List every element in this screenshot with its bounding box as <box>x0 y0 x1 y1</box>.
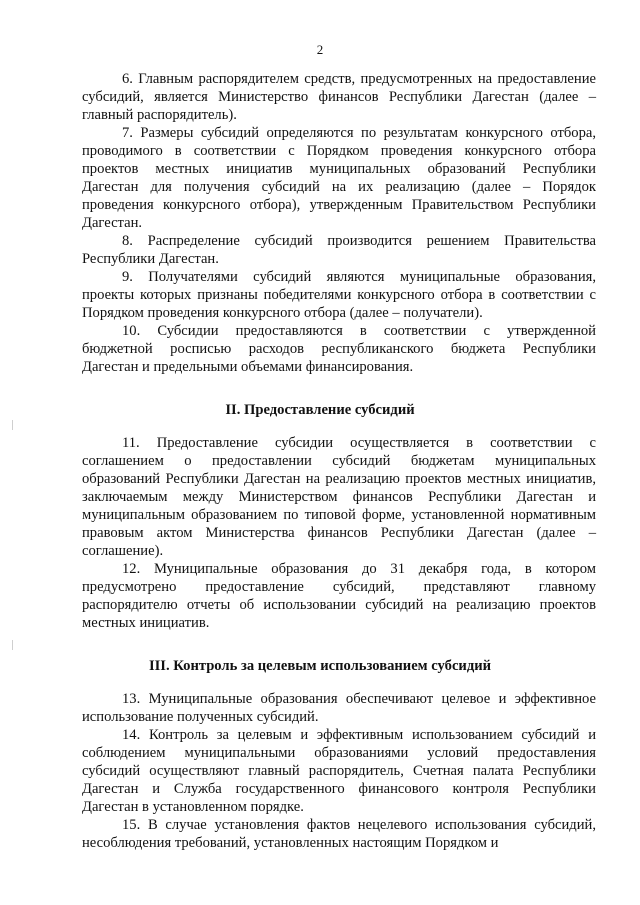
text-line: 12. Муниципальные образования до 31 декабря года, в котором <box>122 561 596 577</box>
text-line: Дагестан и Служба государственного финансового контроля Республики <box>82 781 596 797</box>
text-line: правовым актом Министерства финансов Республики Дагестан (далее – <box>82 525 596 541</box>
text-line: главный распорядитель). <box>82 107 237 123</box>
text-line: местных инициатив. <box>82 615 210 631</box>
text-line: 7. Размеры субсидий определяются по результатам конкурсного отбора, <box>122 125 596 141</box>
text-line: заключаемым между Министерством финансов Республики Дагестан и <box>82 489 596 505</box>
text-line: субсидий, является Министерство финансов Республики Дагестан (далее – <box>82 89 596 105</box>
text-line: соблюдением муниципальными образованиями условий предоставления <box>82 745 596 761</box>
text-line: бюджетной росписью расходов республиканского бюджета Республики <box>82 341 596 357</box>
section-1-body <box>82 70 596 376</box>
text-line: 11. Предоставление субсидии осуществляется в соответствии с <box>122 435 596 451</box>
text-line: Дагестан в установленном порядке. <box>82 799 304 815</box>
text-line: Дагестан. <box>82 215 143 231</box>
text-line: несоблюдения требований, установленных настоящим Порядком и <box>82 835 499 851</box>
text-line: Порядком проведения конкурсного отбора (далее – получатели). <box>82 305 483 321</box>
text-line: проводимого в соответствии с Порядком проведения конкурсного отбора <box>82 143 596 159</box>
paragraph-p14 <box>82 726 596 816</box>
section-2-heading: II. Предоставление субсидий <box>225 402 415 418</box>
text-line: 14. Контроль за целевым и эффективным использованием субсидий и <box>122 727 596 743</box>
scan-margin-mark <box>12 420 13 430</box>
paragraph-p7 <box>82 124 596 232</box>
paragraph-p6 <box>82 70 596 124</box>
text-line: образований Республики Дагестан на реализацию проектов местных инициатив, <box>82 471 596 487</box>
paragraph-p13 <box>82 690 596 726</box>
text-line: 15. В случае установления фактов нецелевого использования субсидий, <box>122 817 596 833</box>
text-line: субсидий осуществляют главный распорядитель, Счетная палата Республики <box>82 763 596 779</box>
text-line: проектов местных инициатив муниципальных образований Республики <box>82 161 596 177</box>
text-line: 9. Получателями субсидий являются муниципальные образования, <box>122 269 596 285</box>
section-3-heading: III. Контроль за целевым использованием субсидий <box>148 658 492 674</box>
paragraph-p8 <box>82 232 596 268</box>
text-line: 6. Главным распорядителем средств, предусмотренных на предоставление <box>122 71 596 87</box>
text-line: предусмотрено предоставление субсидий, представляют главному <box>82 579 596 595</box>
scan-margin-mark <box>12 640 13 650</box>
section-2-body <box>82 434 596 632</box>
page-number: 2 <box>316 42 324 57</box>
text-line: использование полученных субсидий. <box>82 709 319 725</box>
text-line: Дагестан и предельными объемами финансирования. <box>82 359 414 375</box>
text-line: 10. Субсидии предоставляются в соответствии с утвержденной <box>122 323 596 339</box>
paragraph-p11 <box>82 434 596 560</box>
paragraph-p10 <box>82 322 596 376</box>
text-line: муниципальным образованием по типовой форме, установленной нормативным <box>82 507 596 523</box>
paragraph-p9 <box>82 268 596 322</box>
text-line: 8. Распределение субсидий производится решением Правительства <box>122 233 596 249</box>
text-line: проведения конкурсного отбора), утвержденным Правительством Республики <box>82 197 596 213</box>
text-line: 13. Муниципальные образования обеспечивают целевое и эффективное <box>122 691 596 707</box>
section-3-body <box>82 690 596 852</box>
text-line: проекты которых признаны победителями конкурсного отбора в соответствии с <box>82 287 596 303</box>
text-line: соглашением о предоставлении субсидий бюджетам муниципальных <box>82 453 596 469</box>
paragraph-p15 <box>82 816 596 852</box>
paragraph-p12 <box>82 560 596 632</box>
text-line: Республики Дагестан. <box>82 251 219 267</box>
text-line: соглашение). <box>82 543 164 559</box>
text-line: Дагестан для получения субсидий на их реализацию (далее – Порядок <box>82 179 596 195</box>
text-line: распорядителю отчеты об использовании субсидий на реализацию проектов <box>82 597 596 613</box>
